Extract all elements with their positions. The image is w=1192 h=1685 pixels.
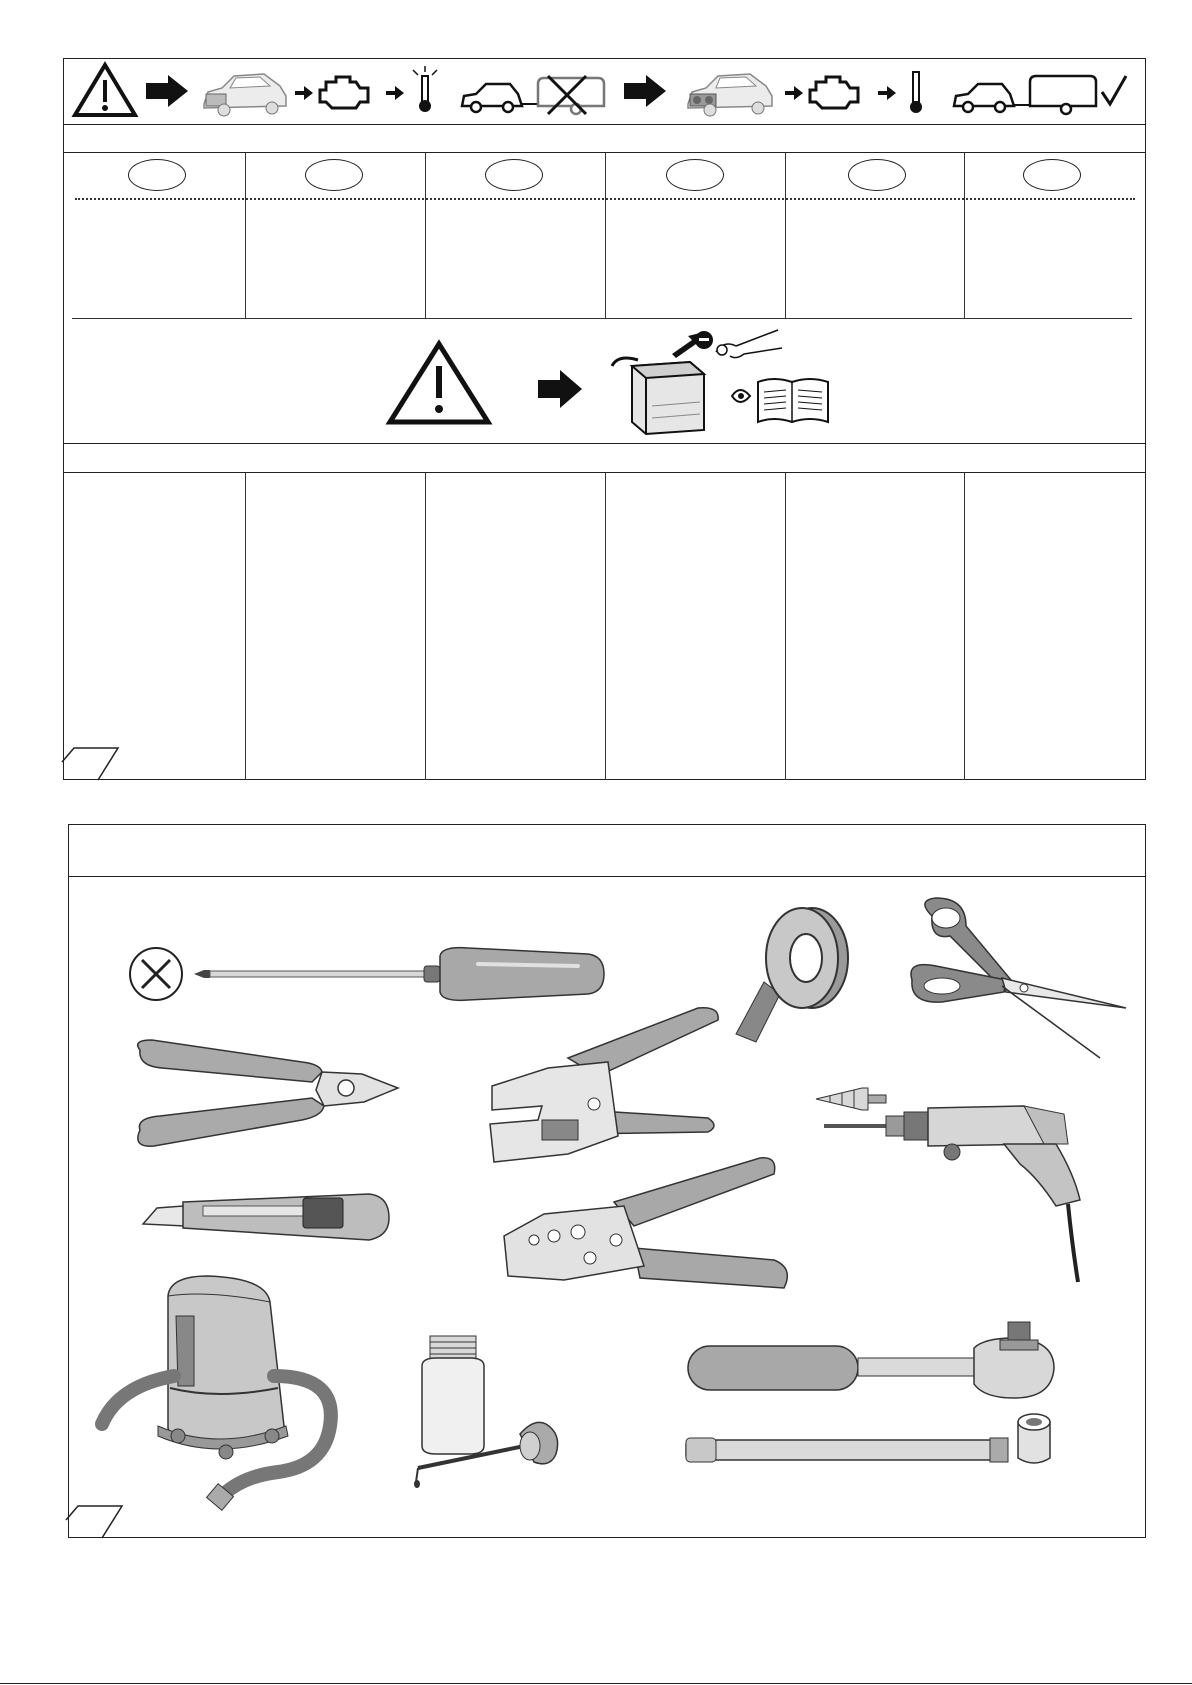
column-marker-oval [1023,159,1081,191]
small-arrow-icon [785,86,803,100]
utility-knife-icon [143,1192,391,1244]
ratchet-wrench-icon [684,1318,1058,1402]
car-icon [200,66,288,118]
temperature-warning-icon [410,64,440,116]
column-marker-oval [305,159,363,191]
engine-warning-icon [806,72,864,112]
side-cutter-pliers-icon [132,1038,402,1154]
column-marker-oval [666,159,724,191]
section-header-band [63,443,1146,473]
vacuum-cleaner-icon [98,1276,342,1512]
power-drill-icon [824,1104,1090,1284]
car-icon [684,66,774,118]
page-corner-mark [62,744,122,780]
column-marker-oval [848,159,906,191]
small-arrow-icon [878,86,896,100]
arrow-right-icon [624,75,666,107]
scissors-icon [906,896,1130,1062]
warning-triangle-icon [72,62,138,118]
socket-extension-icon [684,1426,1014,1466]
insulating-tape-icon [736,902,856,1044]
towing-not-allowed-icon [458,76,608,116]
bottom-rule [0,1683,1192,1684]
touch-up-paint-icon [416,1332,562,1494]
page-corner-mark [66,1502,126,1538]
arrow-right-icon [538,370,582,408]
towing-allowed-icon [950,72,1130,116]
arrow-right-icon [146,75,188,107]
socket-icon [1014,1410,1054,1468]
tools-header-band [68,824,1146,877]
dotted-separator [75,198,1135,200]
separator-line [72,318,1132,319]
small-arrow-icon [386,86,404,100]
read-manual-icon [728,372,832,426]
warning-triangle-icon [386,340,492,426]
temperature-icon [906,70,926,116]
small-arrow-icon [295,86,313,100]
section-header-band [63,124,1146,153]
phillips-screwdriver-icon [128,944,608,1006]
column-marker-oval [128,159,186,191]
column-marker-oval [485,159,543,191]
crimping-pliers-icon [504,1156,790,1296]
engine-warning-icon [316,72,374,112]
wire-stripper-icon [488,1006,722,1164]
